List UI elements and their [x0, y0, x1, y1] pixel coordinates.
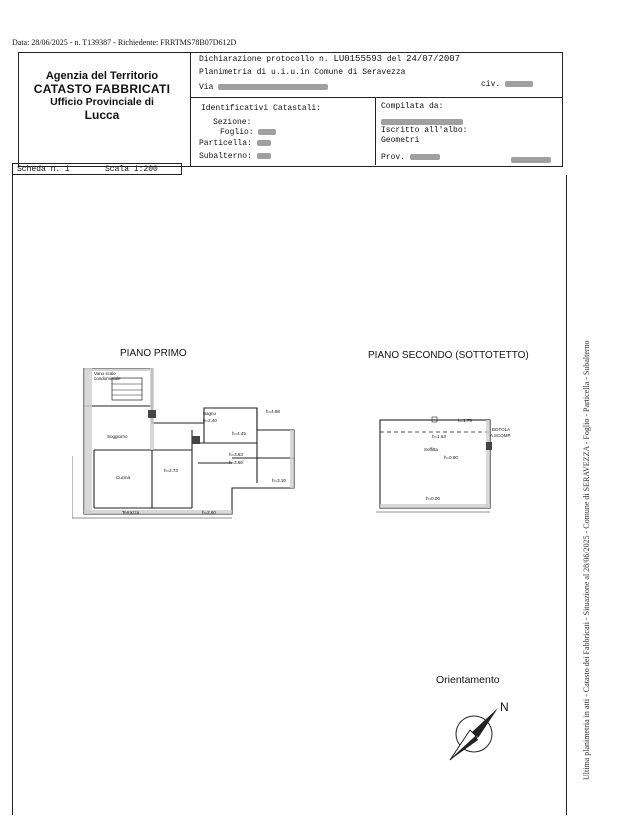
label-cucina: Cucina: [116, 475, 131, 480]
label-h090: h=0.90: [444, 455, 458, 460]
label-h445: h=4.45: [232, 431, 246, 436]
document-header-line: Data: 28/06/2025 - n. T139387 - Richiedente: FRRTMS78B07D612D: [12, 38, 237, 47]
agency-block: [22, 70, 182, 122]
label-soffitta: Soffitta: [424, 447, 438, 452]
label-h360: h=3.60: [229, 460, 243, 465]
label-h-low: h=0.00: [426, 496, 440, 501]
label-h273: h=2.73: [164, 468, 178, 473]
north-label: N: [500, 700, 509, 714]
office-city: Lucca: [84, 107, 120, 122]
catastal-title: Identificativi Catastali:: [201, 104, 322, 113]
office-name: Ufficio Provinciale di: [50, 96, 154, 109]
catasto-title: CATASTO FABBRICATI: [33, 81, 171, 96]
via-line: Via: [199, 83, 328, 92]
planimetria-line: Planimetria di u.i.u.in Comune di Seravezza: [199, 68, 406, 77]
orientation-label: Orientamento: [436, 674, 500, 686]
particella-line: Particella:: [199, 139, 271, 148]
header-details-box: [190, 52, 563, 167]
label-h363: h=3.63: [229, 452, 243, 457]
prov-number: [511, 151, 551, 169]
label-h175: h=1.75: [458, 418, 472, 423]
label-condominiale: condominiale: [94, 376, 121, 381]
protocol-line: Dichiarazione protocollo n. LU0155593 del 24/07/2007: [199, 54, 461, 64]
compilata-label: Compilata da:: [381, 102, 444, 111]
side-stamp-text: Ultima planimetria in atti - Catasto dei Fabbricati - Situazione al 28/06/2025 - Comune di SERAVEZZA - Foglio - Particella - Subalterno: [582, 340, 591, 780]
first-floor-plan: [72, 368, 302, 523]
label-bagno-h: h=2.40: [203, 418, 217, 423]
label-a-scomp: A SCOMP.: [490, 433, 512, 438]
label-terrazza: Terrazza: [122, 510, 140, 515]
label-h260: h=2.60: [202, 510, 216, 515]
sezione-label: Sezione:: [213, 118, 252, 127]
label-h163: h=1.63: [432, 434, 446, 439]
civico-line: civ.: [481, 80, 533, 89]
subalterno-line: Subalterno:: [199, 152, 271, 161]
label-h310: h=3.10: [272, 478, 286, 483]
scheda-row: [12, 163, 182, 175]
foglio-line: Foglio:: [220, 128, 276, 137]
label-h498: h=4.98: [266, 409, 280, 414]
label-vano-scale: Vano scale: [94, 371, 116, 376]
second-floor-title: PIANO SECONDO (SOTTOTETTO): [368, 350, 529, 361]
label-bagno: Bagno: [203, 411, 217, 416]
agency-name: Agenzia del Territorio: [45, 70, 159, 82]
label-soggiorno: Soggiorno: [107, 434, 128, 439]
first-floor-title: PIANO PRIMO: [120, 348, 187, 359]
iscritto-value: Geometri: [381, 136, 420, 145]
iscritto-label: Iscritto all'albo:: [381, 126, 468, 135]
scale-label: Scala 1:200: [105, 165, 158, 174]
prov-line: Prov.: [381, 153, 440, 162]
label-botola: BOTOLA: [492, 427, 511, 432]
scheda-label: Scheda n. 1: [17, 165, 70, 174]
